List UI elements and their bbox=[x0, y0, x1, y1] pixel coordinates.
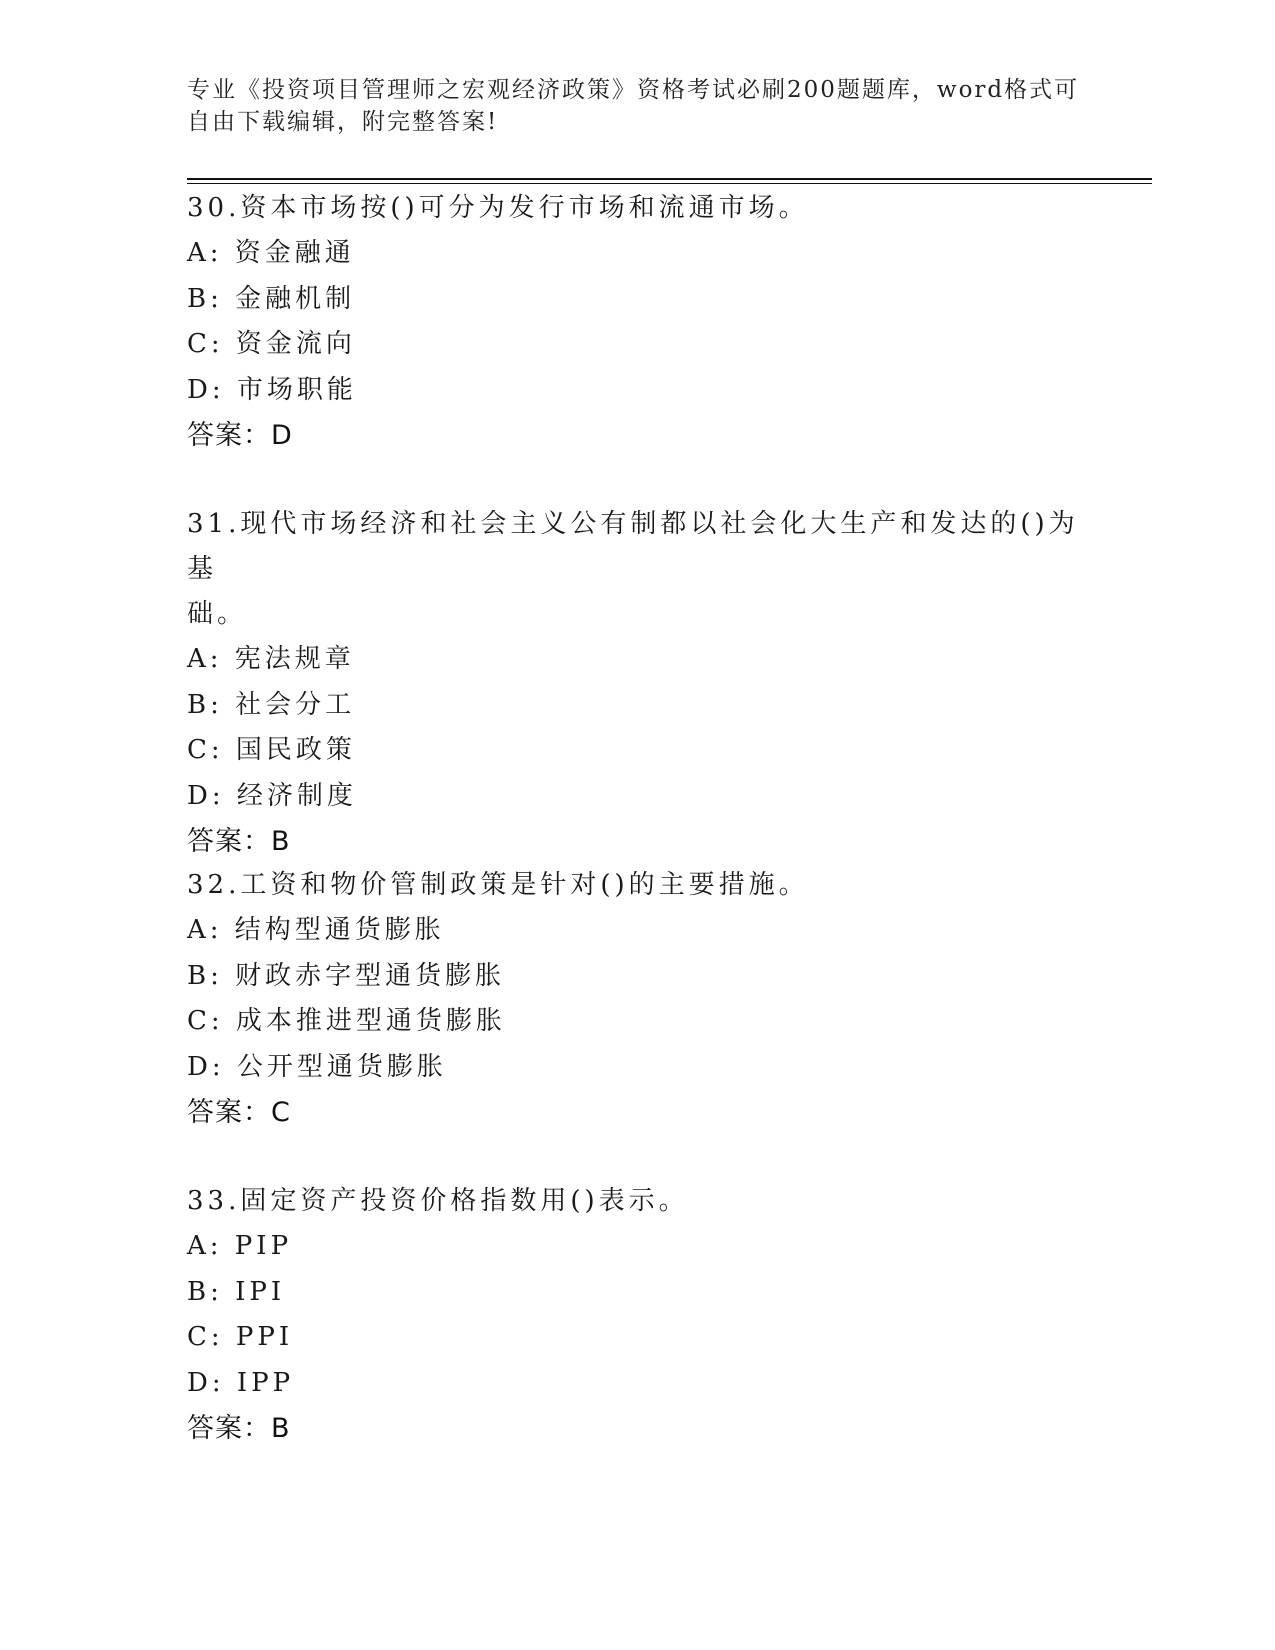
question-text-continued: 础。 bbox=[187, 599, 248, 629]
option-a: A: 资金融通 bbox=[187, 238, 355, 268]
option-d: D: 公开型通货膨胀 bbox=[187, 1051, 447, 1082]
option-c: C: 国民政策 bbox=[187, 735, 356, 766]
option-c: C: PPI bbox=[187, 1322, 294, 1353]
question-text: 30.资本市场按()可分为发行市场和流通市场。 bbox=[187, 193, 809, 223]
option-b: B: 财政赤字型通货膨胀 bbox=[187, 960, 506, 991]
header-divider-thick bbox=[187, 178, 1152, 180]
option-a: A: PIP bbox=[187, 1231, 293, 1261]
question-text: 33.固定资产投资价格指数用()表示。 bbox=[187, 1186, 689, 1216]
header-line-2: 自由下载编辑，附完整答案! bbox=[187, 109, 499, 135]
answer-line: 答案：B bbox=[187, 1413, 291, 1445]
option-d: D: 经济制度 bbox=[187, 780, 357, 811]
option-a: A: 结构型通货膨胀 bbox=[187, 915, 445, 945]
option-c: C: 资金流向 bbox=[187, 329, 356, 360]
answer-line: 答案：B bbox=[187, 826, 291, 858]
question-text: 32.工资和物价管制政策是针对()的主要措施。 bbox=[187, 870, 809, 900]
option-a: A: 宪法规章 bbox=[187, 644, 355, 674]
answer-line: 答案：D bbox=[187, 420, 293, 452]
question-33 bbox=[187, 1179, 1087, 1452]
question-text: 31.现代市场经济和社会主义公有制都以社会化大生产和发达的()为基 bbox=[187, 509, 1079, 584]
option-b: B: IPI bbox=[187, 1276, 286, 1307]
header-divider-thin bbox=[187, 183, 1152, 184]
header-line-1: 专业《投资项目管理师之宏观经济政策》资格考试必刷200题题库，word格式可 bbox=[187, 77, 1080, 103]
option-b: B: 金融机制 bbox=[187, 283, 356, 314]
document-header bbox=[187, 74, 1087, 138]
option-b: B: 社会分工 bbox=[187, 689, 356, 720]
answer-line: 答案：C bbox=[187, 1097, 291, 1129]
question-30 bbox=[187, 186, 1087, 459]
question-31 bbox=[187, 502, 1087, 865]
question-32 bbox=[187, 863, 1087, 1136]
option-d: D: IPP bbox=[187, 1367, 295, 1398]
option-c: C: 成本推进型通货膨胀 bbox=[187, 1006, 506, 1037]
option-d: D: 市场职能 bbox=[187, 374, 357, 405]
